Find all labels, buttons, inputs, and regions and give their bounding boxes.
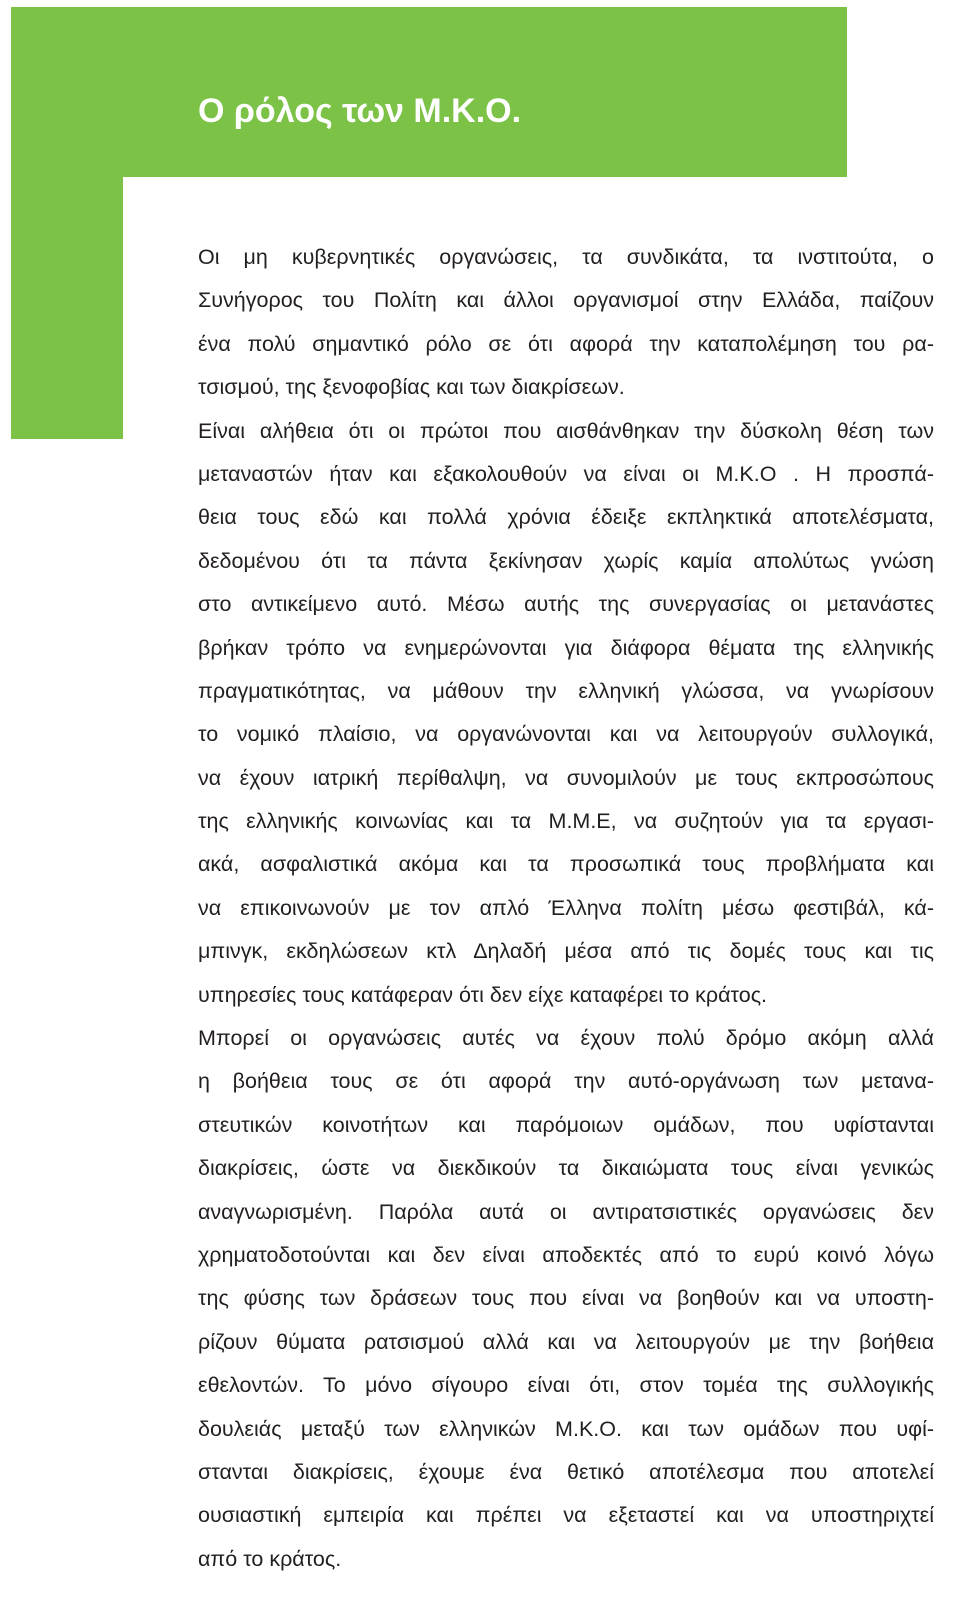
text-line: της ελληνικής κοινωνίας και τα Μ.Μ.Ε, να συζητούν για τα εργασι- [198, 809, 934, 834]
text-line: το νομικό πλαίσιο, να οργανώνονται και να λειτουργούν συλλογικά, [198, 722, 934, 747]
text-line: χρηματοδοτούνται και δεν είναι αποδεκτές από το ευρύ κοινό λόγω [198, 1242, 934, 1267]
text-line: να επικοινωνούν με τον απλό Έλληνα πολίτη μέσω φεστιβάλ, κά- [198, 895, 934, 920]
text-line: στανται διακρίσεις, έχουμε ένα θετικό αποτέλεσμα που αποτελεί [198, 1459, 934, 1484]
page-title: Ο ρόλος των Μ.Κ.Ο. [198, 92, 522, 130]
text-line: ουσιαστική εμπειρία και πρέπει να εξεταστεί και να υποστηριχτεί [198, 1503, 934, 1528]
text-line: ρίζουν θύματα ρατσισμού αλλά και να λειτουργούν με την βοήθεια [198, 1329, 934, 1354]
text-line: τσισμού, της ξενοφοβίας και των διακρίσεων. [198, 375, 625, 400]
text-line: μεταναστών ήταν και εξακολουθούν να είναι οι Μ.Κ.Ο . Η προσπά- [198, 461, 934, 486]
text-line: δεδομένου ότι τα πάντα ξεκίνησαν χωρίς καμία απολύτως γνώση [198, 548, 934, 573]
side-bar-accent [11, 7, 123, 439]
text-line: ένα πολύ σημαντικό ρόλο σε ότι αφορά την καταπολέμηση του ρα- [198, 331, 934, 356]
text-line: της φύσης των δράσεων τους που είναι να βοηθούν και να υποστη- [198, 1286, 934, 1311]
text-line: εθελοντών. Το μόνο σίγουρο είναι ότι, στον τομέα της συλλογικής [198, 1373, 934, 1398]
text-line: αναγνωρισμένη. Παρόλα αυτά οι αντιρατσιστικές οργανώσεις δεν [198, 1199, 934, 1224]
text-line: Οι μη κυβερνητικές οργανώσεις, τα συνδικάτα, τα ινστιτούτα, ο [198, 245, 934, 269]
text-line: διακρίσεις, ώστε να διεκδικούν τα δικαιώματα τους είναι γενικώς [198, 1156, 934, 1181]
text-line: να έχουν ιατρική περίθαλψη, να συνομιλούν με τους εκπροσώπους [198, 765, 934, 790]
text-line: Μπορεί οι οργανώσεις αυτές να έχουν πολύ δρόμο ακόμη αλλά [198, 1026, 934, 1051]
text-line: δουλειάς μεταξύ των ελληνικών Μ.Κ.Ο. και των ομάδων που υφί- [198, 1416, 934, 1441]
text-line: μπινγκ, εκδηλώσεων κτλ Δηλαδή μέσα από τις δομές τους και τις [198, 939, 934, 964]
text-line: ακά, ασφαλιστικά ακόμα και τα προσωπικά τους προβλήματα και [198, 852, 934, 877]
body-text [198, 236, 934, 1581]
text-line: υπηρεσίες τους κατάφεραν ότι δεν είχε καταφέρει το κράτος. [198, 982, 768, 1007]
text-line: στευτικών κοινοτήτων και παρόμοιων ομάδων, που υφίστανται [198, 1112, 934, 1137]
text-line: η βοήθεια τους σε ότι αφορά την αυτό-οργάνωση των μετανα- [198, 1069, 934, 1094]
text-line: από το κράτος. [198, 1546, 342, 1571]
text-line: θεια τους εδώ και πολλά χρόνια έδειξε εκπληκτικά αποτελέσματα, [198, 505, 934, 530]
text-line: στο αντικείμενο αυτό. Μέσω αυτής της συνεργασίας οι μετανάστες [198, 592, 934, 617]
text-line: βρήκαν τρόπο να ενημερώνονται για διάφορα θέματα της ελληνικής [198, 635, 934, 660]
text-line: Συνήγορος του Πολίτη και άλλοι οργανισμοί στην Ελλάδα, παίζουν [198, 288, 934, 313]
text-line: Είναι αλήθεια ότι οι πρώτοι που αισθάνθηκαν την δύσκολη θέση των [198, 418, 934, 443]
text-line: πραγματικότητας, να μάθουν την ελληνική γλώσσα, να γνωρίσουν [198, 678, 934, 703]
